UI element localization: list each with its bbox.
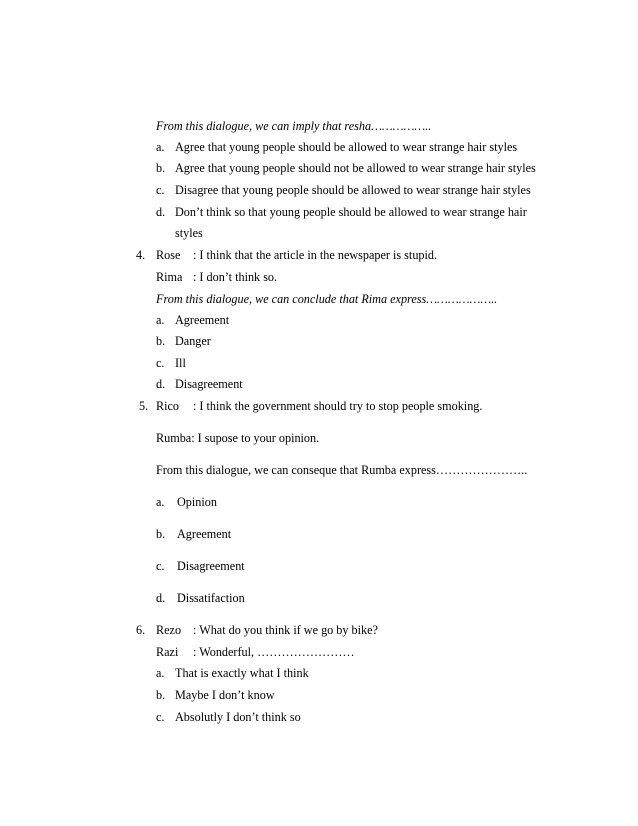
q4-speaker-2: Rima [156, 270, 183, 284]
q4-number: 4. [136, 248, 146, 262]
q6-speaker-2: Razi [156, 645, 179, 659]
q5-option-d-letter: d. [156, 591, 166, 605]
q3-option-c-text: Disagree that young people should be allowed to wear strange hair styles [175, 183, 531, 197]
q5-option-a-text: Opinion [177, 495, 217, 509]
q3-option-d-letter: d. [156, 205, 166, 219]
q5-stem: From this dialogue, we can conseque that Rumba express………………….. [156, 463, 528, 477]
q3-stem: From this dialogue, we can imply that resha…………….. [156, 119, 432, 133]
q3-option-c-letter: c. [156, 183, 165, 197]
q3-option-b-letter: b. [156, 161, 166, 175]
q6-line-2: : Wonderful, …………………… [193, 645, 355, 659]
q5-line-1: : I think the government should try to stop people smoking. [193, 399, 483, 413]
q5-option-b-letter: b. [156, 527, 166, 541]
q4-option-d-text: Disagreement [175, 377, 243, 391]
q6-speaker-1: Rezo [156, 623, 182, 637]
q5-option-d-text: Dissatifaction [177, 591, 245, 605]
q5-line-2: Rumba: I supose to your opinion. [156, 431, 320, 445]
q5-number: 5. [139, 399, 149, 413]
q5-option-b-text: Agreement [177, 527, 232, 541]
q4-option-d-letter: d. [156, 377, 166, 391]
q6-option-c-text: Absolutly I don’t think so [175, 710, 301, 724]
q6-option-a-text: That is exactly what I think [175, 666, 309, 680]
q3-option-b-text: Agree that young people should not be allowed to wear strange hair styles [175, 161, 536, 175]
q3-option-d-text: Don’t think so that young people should be allowed to wear strange hair [175, 205, 527, 219]
q4-option-b-text: Danger [175, 334, 211, 348]
q6-number: 6. [136, 623, 146, 637]
q6-option-b-letter: b. [156, 688, 166, 702]
q4-option-c-letter: c. [156, 356, 165, 370]
q5-option-a-letter: a. [156, 495, 165, 509]
q3-option-a-text: Agree that young people should be allowed to wear strange hair styles [175, 140, 518, 154]
q6-option-a-letter: a. [156, 666, 165, 680]
q4-line-1: : I think that the article in the newspaper is stupid. [193, 248, 438, 262]
q4-option-c-text: Ill [175, 356, 186, 370]
q4-option-a-letter: a. [156, 313, 165, 327]
q5-option-c-letter: c. [156, 559, 165, 573]
q5-option-c-text: Disagreement [177, 559, 245, 573]
q4-line-2: : I don’t think so. [193, 270, 278, 284]
q5-speaker-1: Rico [156, 399, 180, 413]
q3-option-d-continuation: styles [175, 226, 203, 240]
q4-option-a-text: Agreement [175, 313, 230, 327]
q4-speaker-1: Rose [156, 248, 181, 262]
q6-option-b-text: Maybe I don’t know [175, 688, 275, 702]
q4-option-b-letter: b. [156, 334, 166, 348]
q6-option-c-letter: c. [156, 710, 165, 724]
q3-option-a-letter: a. [156, 140, 165, 154]
q6-line-1: : What do you think if we go by bike? [193, 623, 378, 637]
q4-stem: From this dialogue, we can conclude that Rima express……………….. [156, 292, 498, 306]
